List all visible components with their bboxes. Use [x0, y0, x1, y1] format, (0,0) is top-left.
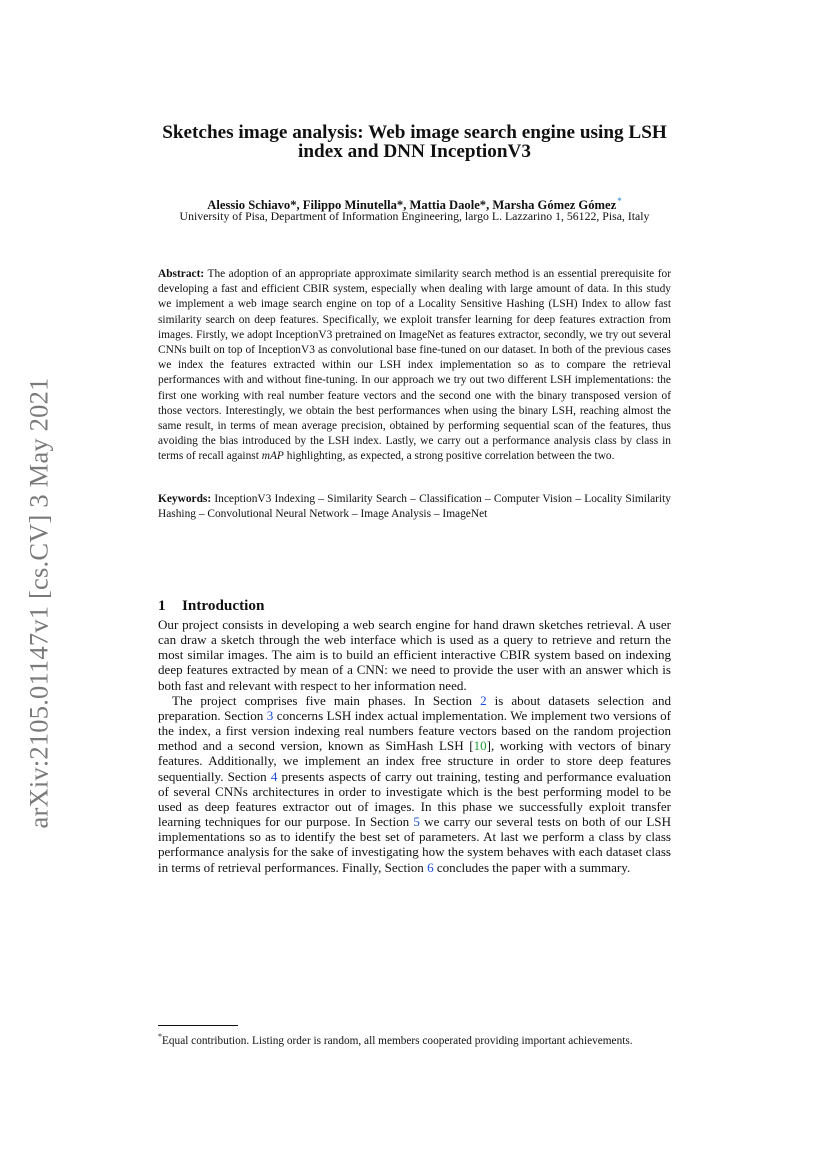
- arxiv-identifier: arXiv:2105.01147v1 [cs.CV] 3 May 2021: [23, 377, 54, 829]
- section-6-link[interactable]: 6: [427, 859, 434, 875]
- author-names: Alessio Schiavo*, Filippo Minutella*, Mattia Daole*, Marsha Gómez Gómez: [207, 198, 617, 213]
- abstract-text-part-2: highlighting, as expected, a strong positive correlation between the two.: [283, 450, 615, 463]
- citation-10-link[interactable]: 10: [473, 738, 487, 754]
- intro-text-segment-5: presents aspects of carry out training, testing and performance evaluation of several CNNs architectures in order to investigate which is the best performing model to be used as deep features extractor out of images. In this phase we successfully exploit transfer learning techniques for our purpose. In Section: [158, 768, 671, 830]
- equal-contribution-footnote: [158, 1030, 671, 1048]
- section-2-link[interactable]: 2: [480, 692, 487, 708]
- section-5-link[interactable]: 5: [413, 814, 420, 830]
- introduction-body: [158, 617, 671, 875]
- footnote-marker: *: [158, 1032, 162, 1041]
- intro-text-segment-6: we carry our several tests on both of our LSH implementations so as to identify the best set of parameters. At last we perform a class by class performance analysis for the sake of investigating how the system behaves with each dataset class in terms of retrieval performances. Finally, Section: [158, 814, 671, 875]
- keywords: [158, 492, 671, 521]
- abstract-map-term: mAP: [261, 450, 284, 463]
- section-4-link[interactable]: 4: [270, 768, 278, 784]
- abstract-text-part-1: The adoption of an appropriate approximate similarity search method is an essential prerequisite for developing a fast and efficient CBIR system, especially when dealing with large amount of data. In this study we implement a web image search engine on top of a Locality Sensitive Hashing (LSH) Index to allow fast similarity search on deep features. Specifically, we exploit transfer learning for deep features extraction from images. Firstly, we adopt InceptionV3 pretrained on ImageNet as features extractor, secondly, we try out several CNNs built on top of InceptionV3 as convolutional base fine-tuned on our dataset. In both of the previous cases we index the features extracted within our LSH index implementation so as to compare the retrieval performances with and without fine-tuning. In our approach we try out two different LSH implementations: the first one working with real number feature vectors and the second one with the binary transposed version of those vectors. Interestingly, we obtain the best performances when using the binary LSH, reaching almost the same result, in terms of mean average precision, obtained by performing sequential scan of the features, thus avoiding the bias introduced by the LSH index. Lastly, we carry out a performance analysis class by class in terms of recall against: [158, 268, 671, 463]
- intro-text-segment-1: The project comprises five main phases. In Section: [172, 692, 481, 708]
- footnote-text: Equal contribution. Listing order is random, all members cooperated providing important achievements.: [162, 1034, 633, 1047]
- abstract: [158, 267, 671, 465]
- keywords-text: InceptionV3 Indexing – Similarity Search – Classification – Computer Vision – Locality Similarity Hashing – Convolutional Neural Network – Image Analysis – ImageNet: [158, 493, 671, 520]
- footnote-divider: [158, 1025, 238, 1026]
- paper-title: Sketches image analysis: Web image search engine using LSH index and DNN InceptionV3: [162, 122, 667, 162]
- intro-text-segment-3: concerns LSH index actual implementation. We implement two versions of the index, a first version indexing real numbers feature vectors based on the random projection method and a second version, known as SimHash LSH [: [158, 707, 671, 754]
- intro-paragraph-2: [158, 693, 671, 875]
- abstract-label: Abstract:: [158, 268, 205, 280]
- section-number: 1: [158, 596, 166, 614]
- paper-header: [158, 123, 671, 161]
- intro-text-segment-2: is about datasets selection and preparation. Section: [158, 692, 671, 723]
- section-3-link[interactable]: 3: [266, 707, 274, 723]
- arxiv-sidebar: [14, 360, 64, 846]
- author-affiliation: University of Pisa, Department of Information Engineering, largo L. Lazzarino 1, 56122, Pisa, Italy: [179, 209, 650, 223]
- intro-text-segment-7: concludes the paper with a summary.: [433, 859, 631, 875]
- keywords-label: Keywords:: [158, 493, 212, 505]
- intro-text-segment-4: ], working with vectors of binary features. Additionally, we implement an index free structure in order to store deep features sequentially. Section: [158, 738, 671, 784]
- section-title: Introduction: [182, 596, 265, 614]
- introduction-heading: [158, 597, 671, 615]
- author-footnote-marker: *: [617, 196, 622, 206]
- intro-paragraph-1: Our project consists in developing a web search engine for hand drawn sketches retrieval. A user can draw a sketch through the web interface which is used as a query to retrieve and return the most similar images. The aim is to build an efficient interactive CBIR system based on indexing deep features extracted by mean of a CNN: we need to provide the user with an answer which is both fast and relevant with respect to her information need.: [158, 617, 671, 693]
